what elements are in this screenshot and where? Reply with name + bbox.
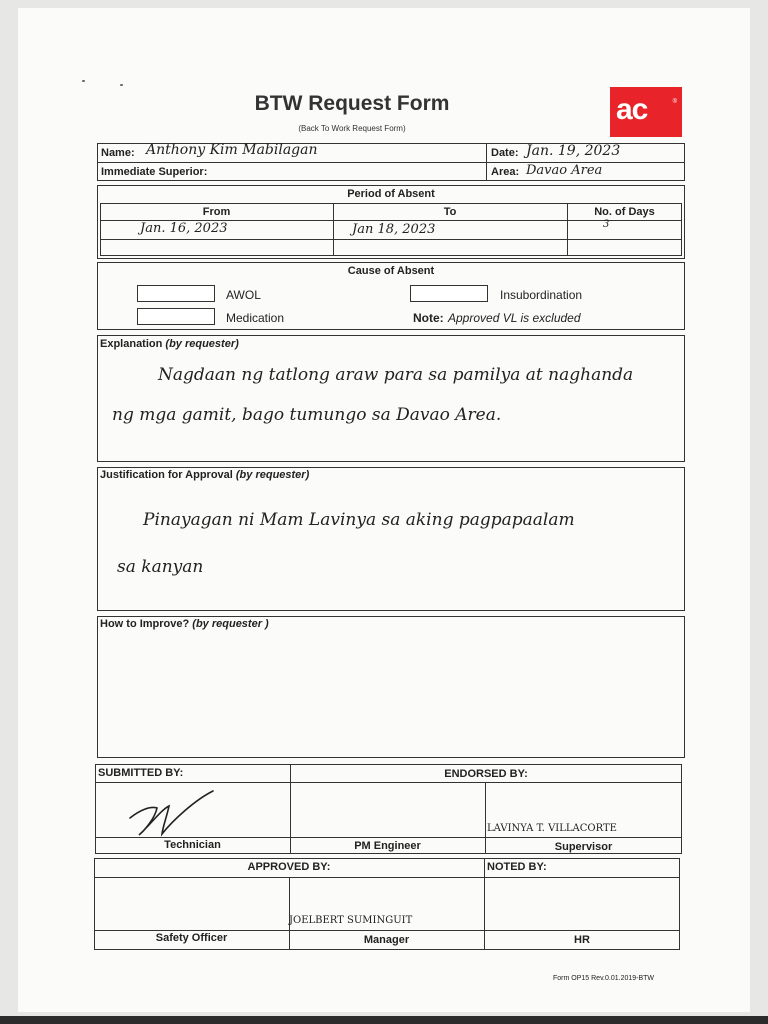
area-value[interactable]: Davao Area	[526, 163, 603, 178]
justification-label	[100, 469, 309, 481]
to-date-value[interactable]: Jan 18, 2023	[352, 222, 436, 237]
date-label: Date:	[491, 147, 519, 159]
hr-label: HR	[574, 934, 590, 946]
name-label: Name:	[101, 147, 135, 159]
how-to-improve-title: How to Improve?	[100, 618, 190, 630]
justification-line-1[interactable]: Pinayagan ni Mam Lavinya sa aking pagpapaalam	[143, 510, 575, 530]
divider	[94, 930, 680, 931]
how-to-improve-box	[97, 616, 685, 758]
scan-speck	[82, 80, 85, 82]
how-to-improve-by-requester: (by requester )	[192, 618, 269, 630]
supervisor-label: Supervisor	[554, 841, 613, 853]
divider	[95, 782, 682, 783]
from-header: From	[202, 206, 231, 218]
endorsed-by-label: ENDORSED BY:	[444, 768, 528, 780]
pm-engineer-label: PM Engineer	[354, 840, 421, 852]
note-label: Note:	[413, 311, 444, 325]
to-header: To	[443, 206, 457, 218]
note-text: Approved VL is excluded	[448, 311, 581, 325]
insubordination-checkbox[interactable]	[410, 285, 488, 302]
justification-line-2[interactable]: sa kanyan	[117, 557, 204, 577]
awol-label: AWOL	[226, 288, 261, 302]
form-title: BTW Request Form	[254, 92, 450, 115]
insubordination-label: Insubordination	[500, 288, 583, 302]
company-logo	[610, 87, 682, 137]
technician-signature	[125, 788, 220, 840]
awol-checkbox[interactable]	[137, 285, 215, 302]
approved-by-label: APPROVED BY:	[247, 861, 331, 873]
no-of-days-header: No. of Days	[594, 206, 655, 218]
explanation-label	[100, 338, 239, 350]
technician-label: Technician	[164, 839, 221, 851]
how-to-improve-label	[100, 618, 269, 630]
justification-box	[97, 467, 685, 611]
justification-title: Justification for Approval	[100, 469, 233, 481]
cause-heading: Cause of Absent	[347, 265, 435, 277]
explanation-box	[97, 335, 685, 462]
divider	[100, 239, 682, 240]
logo-registered-mark: ®	[672, 99, 677, 105]
area-label: Area:	[491, 166, 520, 178]
manager-name: JOELBERT SUMINGUIT	[289, 915, 413, 926]
name-value[interactable]: Anthony Kim Mabilagan	[146, 142, 318, 158]
scan-speck	[120, 84, 123, 86]
noted-by-label: NOTED BY:	[487, 861, 547, 873]
explanation-title: Explanation	[100, 338, 163, 350]
manager-label: Manager	[363, 934, 410, 946]
from-date-value[interactable]: Jan. 16, 2023	[140, 221, 228, 236]
date-value[interactable]: Jan. 19, 2023	[526, 143, 621, 159]
justification-by-requester: (by requester)	[235, 469, 310, 481]
logo-text: ac	[616, 93, 648, 126]
medication-checkbox[interactable]	[137, 308, 215, 325]
no-of-days-value[interactable]: 3	[603, 219, 610, 230]
submitted-by-label: SUBMITTED BY:	[98, 767, 184, 779]
period-heading: Period of Absent	[347, 188, 435, 200]
supervisor-name: LAVINYA T. VILLACORTE	[487, 823, 617, 834]
scan-edge	[0, 1016, 768, 1024]
divider	[486, 143, 487, 181]
safety-officer-label: Safety Officer	[155, 932, 228, 944]
explanation-line-1[interactable]: Nagdaan ng tatlong araw para sa pamilya at naghanda	[158, 365, 634, 385]
medication-label: Medication	[226, 311, 285, 325]
explanation-by-requester: (by requester)	[165, 338, 239, 350]
divider	[94, 877, 680, 878]
form-subtitle: (Back To Work Request Form)	[298, 124, 406, 133]
explanation-line-2[interactable]: ng mga gamit, bago tumungo sa Davao Area.	[112, 405, 502, 425]
immediate-superior-label: Immediate Superior:	[101, 166, 208, 178]
form-code: Form OP15 Rev.0.01.2019-BTW	[553, 975, 655, 982]
